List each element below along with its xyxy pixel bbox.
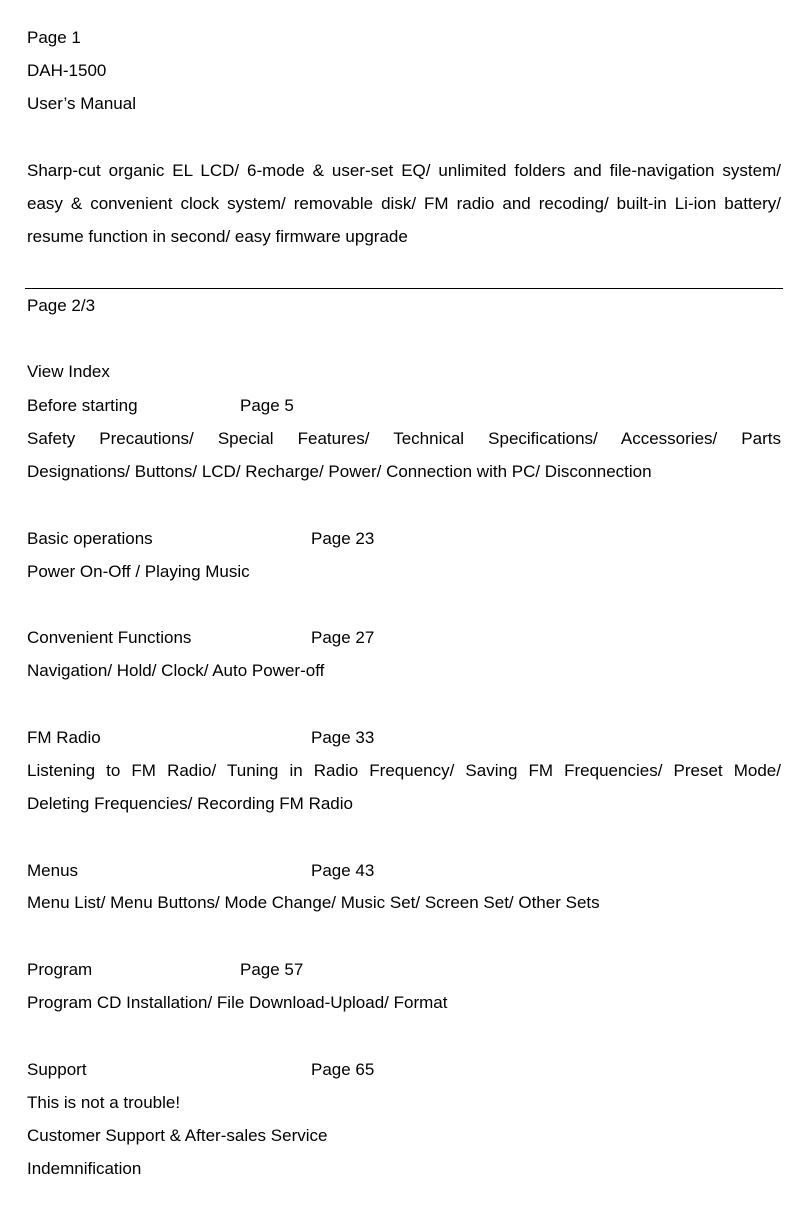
section-line: Power On-Off / Playing Music — [27, 562, 250, 581]
section-title: FM Radio — [27, 728, 101, 747]
page-label-2: Page 2/3 — [27, 296, 96, 315]
section-line: Safety Precautions/ Special Features/ Technical Specifications/ Accessories/ Parts — [27, 429, 781, 448]
section-title: Before starting — [27, 396, 138, 415]
section-line: Designations/ Buttons/ LCD/ Recharge/ Power/ Connection with PC/ Disconnection — [27, 462, 652, 481]
summary-line: easy & convenient clock system/ removable disk/ FM radio and recoding/ built-in Li-ion battery/ — [27, 194, 781, 213]
page-label-1: Page 1 — [27, 28, 81, 47]
section-page: Page 43 — [311, 861, 375, 880]
section-line: Menu List/ Menu Buttons/ Mode Change/ Music Set/ Screen Set/ Other Sets — [27, 893, 600, 912]
section-title: Basic operations — [27, 529, 153, 548]
model-number: DAH-1500 — [27, 61, 107, 80]
summary-line: Sharp-cut organic EL LCD/ 6-mode & user-set EQ/ unlimited folders and file-navigation system/ — [27, 161, 781, 180]
section-line: Deleting Frequencies/ Recording FM Radio — [27, 794, 353, 813]
section-line: Program CD Installation/ File Download-Upload/ Format — [27, 993, 448, 1012]
section-page: Page 33 — [311, 728, 375, 747]
section-page: Page 23 — [311, 529, 375, 548]
section-title: Support — [27, 1060, 87, 1079]
section-line: This is not a trouble! — [27, 1093, 181, 1112]
index-heading: View Index — [27, 362, 110, 381]
section-title: Program — [27, 960, 93, 979]
section-page: Page 65 — [311, 1060, 375, 1079]
section-page: Page 27 — [311, 628, 375, 647]
doc-title: User’s Manual — [27, 94, 136, 113]
section-line: Indemnification — [27, 1159, 142, 1178]
section-page: Page 5 — [240, 396, 294, 415]
section-line: Navigation/ Hold/ Clock/ Auto Power-off — [27, 661, 325, 680]
section-line: Listening to FM Radio/ Tuning in Radio Frequency/ Saving FM Frequencies/ Preset Mode/ — [27, 761, 781, 780]
section-page: Page 57 — [240, 960, 304, 979]
summary-line: resume function in second/ easy firmware upgrade — [27, 227, 408, 246]
section-title: Convenient Functions — [27, 628, 192, 647]
section-line: Customer Support & After-sales Service — [27, 1126, 328, 1145]
section-title: Menus — [27, 861, 79, 880]
page-divider — [25, 288, 783, 289]
